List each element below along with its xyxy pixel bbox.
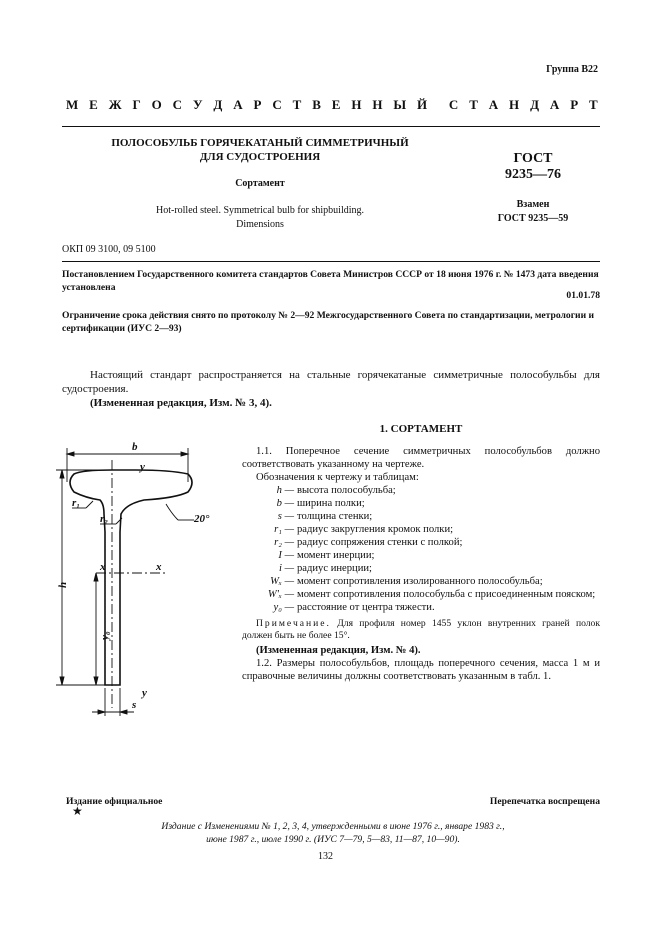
legend-symbol: s — <box>277 511 294 522</box>
okp-rule <box>62 261 600 262</box>
group-code: Группа В22 <box>546 64 598 75</box>
star-icon: ★ <box>72 804 83 818</box>
document-title <box>66 136 454 164</box>
label-x-right: x <box>156 561 162 573</box>
label-b: b <box>132 441 138 453</box>
note-text: Для профиля номер 1455 уклон внутренних граней полок должен быть не более 15°. <box>242 618 600 641</box>
label-s: s <box>132 699 137 711</box>
header-letter: А <box>233 97 243 112</box>
legend-list <box>242 484 600 614</box>
header-letter: Е <box>331 97 341 112</box>
paragraph-1-1: 1.1. Поперечное сечение симметричных полособульбов должно соответствовать указанному на чертеже. <box>242 446 600 470</box>
legend-symbol: r₁ — <box>274 524 294 535</box>
header-letter: Н <box>351 97 362 112</box>
legend-item <box>242 575 600 588</box>
replaces-label: Взамен <box>516 199 550 210</box>
profile-outline <box>70 470 192 685</box>
legend-text: момент сопротивления изолированного полособульба; <box>297 576 543 587</box>
legend-text: высота полособульба; <box>297 485 396 496</box>
legend-text: радиус закругления кромок полки; <box>297 524 454 535</box>
legend-text: момент инерции; <box>297 550 375 561</box>
header-letter: Д <box>530 97 540 112</box>
label-angle: 20° <box>194 513 210 525</box>
legend-text: толщина стенки; <box>297 511 373 522</box>
header-letter: А <box>549 97 560 112</box>
legend-item <box>242 484 600 497</box>
intro-revision: (Измененная редакция, Изм. № 3, 4). <box>90 397 272 409</box>
legend-text: ширина полки; <box>297 498 365 509</box>
intro <box>62 368 600 410</box>
legend-symbol: h — <box>276 485 294 496</box>
legend-item <box>242 523 600 536</box>
header-letter: Й <box>417 97 428 112</box>
title-line-2: ДЛЯ СУДОСТРОЕНИЯ <box>199 151 321 163</box>
legend-symbol: b — <box>276 498 294 509</box>
legend-symbol: y₀ — <box>273 602 294 613</box>
header-letter: Ж <box>108 97 122 112</box>
decree-date: 01.01.78 <box>566 290 600 301</box>
note-label: Примечание. <box>256 618 331 629</box>
paragraph-1-2: 1.2. Размеры полособульбов, площадь поперечного сечения, масса 1 м и справочные величины должны соответствовать указанным в табл. 1. <box>242 658 600 682</box>
edition-line-2: июне 1987 г., июле 1990 г. (ИУС 7—79, 5—83, 11—87, 10—90). <box>206 834 460 845</box>
edition-line-1: Издание с Изменениями № 1, 2, 3, 4, утвержденными в июне 1976 г., январе 1983 г., <box>161 821 505 832</box>
note <box>242 618 600 642</box>
section-title: 1. СОРТАМЕНТ <box>379 423 463 435</box>
english-line-2: Dimensions <box>236 219 284 230</box>
bulb-section-drawing <box>57 438 240 720</box>
legend-text: радиус сопряжения стенки с полкой; <box>297 537 463 548</box>
legend-symbol: W'ₓ — <box>267 589 294 600</box>
legend-item <box>242 497 600 510</box>
legend-item <box>242 549 600 562</box>
limitation-text: Ограничение срока действия снято по протоколу № 2—92 Межгосударственного Совета по стандартизации, метрологии и сертификации (ИУС 2—93) <box>62 310 595 334</box>
header-letter: М <box>66 97 79 112</box>
legend-item <box>242 510 600 523</box>
header-letter: Г <box>132 97 141 112</box>
header-letter: Ы <box>393 97 407 112</box>
header-letter: Н <box>509 97 520 112</box>
gost-number-block <box>466 151 600 183</box>
page-number: 132 <box>318 851 333 862</box>
header-letter: Р <box>570 97 579 112</box>
legend-text: момент сопротивления полособульба с присоединенным пояском; <box>297 589 596 600</box>
legend-symbol: r₂ — <box>274 537 294 548</box>
header-rule <box>62 126 600 127</box>
document-subtitle: Сортамент <box>235 178 285 189</box>
label-h: h <box>57 581 69 588</box>
header-letter: С <box>172 97 183 112</box>
english-line-1: Hot-rolled steel. Symmetrical bulb for shipbuilding. <box>155 205 365 216</box>
legend-intro: Обозначения к чертежу и таблицам: <box>256 472 419 483</box>
legend-item <box>242 562 600 575</box>
legend-text: расстояние от центра тяжести. <box>297 602 435 613</box>
edition-note <box>118 820 548 846</box>
header-letter: Р <box>253 97 262 112</box>
decree-text: Постановлением Государственного комитета стандартов Совета Министров СССР от 18 июня 1976 г. № 1473 дата введения установлена <box>62 269 599 293</box>
standard-header <box>66 97 598 113</box>
title-line-1: ПОЛОСОБУЛЬБ ГОРЯЧЕКАТАНЫЙ СИММЕТРИЧНЫЙ <box>111 137 409 149</box>
header-letter: Т <box>292 97 302 112</box>
footer-reprint: Перепечатка воспрещена <box>489 796 600 807</box>
replaces-block <box>466 198 600 226</box>
header-letter: Т <box>589 97 598 112</box>
label-y-bottom: y <box>142 687 147 699</box>
legend-item <box>242 536 600 549</box>
header-letter: С <box>448 97 459 112</box>
header-letter: У <box>192 97 203 112</box>
label-y-top: y <box>140 461 145 473</box>
label-y0: y₀ <box>99 631 111 640</box>
revision-2: (Измененная редакция, Изм. № 4). <box>256 645 421 656</box>
header-letter: Н <box>372 97 383 112</box>
header-letter: С <box>272 97 282 112</box>
replaces-standard: ГОСТ 9235—59 <box>497 213 569 224</box>
section-body <box>242 445 600 683</box>
header-letter: Т <box>469 97 478 112</box>
label-x-left: x <box>100 561 106 573</box>
legend-item <box>242 588 600 601</box>
label-r2: r₂ <box>100 513 109 525</box>
header-letter: О <box>151 97 162 112</box>
label-r1: r₁ <box>72 497 81 509</box>
gost-number: 9235—76 <box>505 167 561 182</box>
legend-symbol: Wₓ — <box>270 576 294 587</box>
intro-text: Настоящий стандарт распространяется на стальные горячекатаные симметричные полособульбы для судостроения. <box>62 369 600 395</box>
header-letter: Е <box>89 97 98 112</box>
header-letter: В <box>312 97 321 112</box>
footer-official: Издание официальное <box>66 796 163 807</box>
legend-text: радиус инерции; <box>297 563 372 574</box>
legend-symbol: i — <box>278 563 294 574</box>
english-title <box>66 204 454 232</box>
header-letter: А <box>488 97 499 112</box>
legend-symbol: I — <box>278 550 294 561</box>
legend-item <box>242 601 600 614</box>
okp-code: ОКП 09 3100, 09 5100 <box>62 244 156 255</box>
gost-label: ГОСТ <box>513 151 553 166</box>
header-letter: Д <box>213 97 223 112</box>
